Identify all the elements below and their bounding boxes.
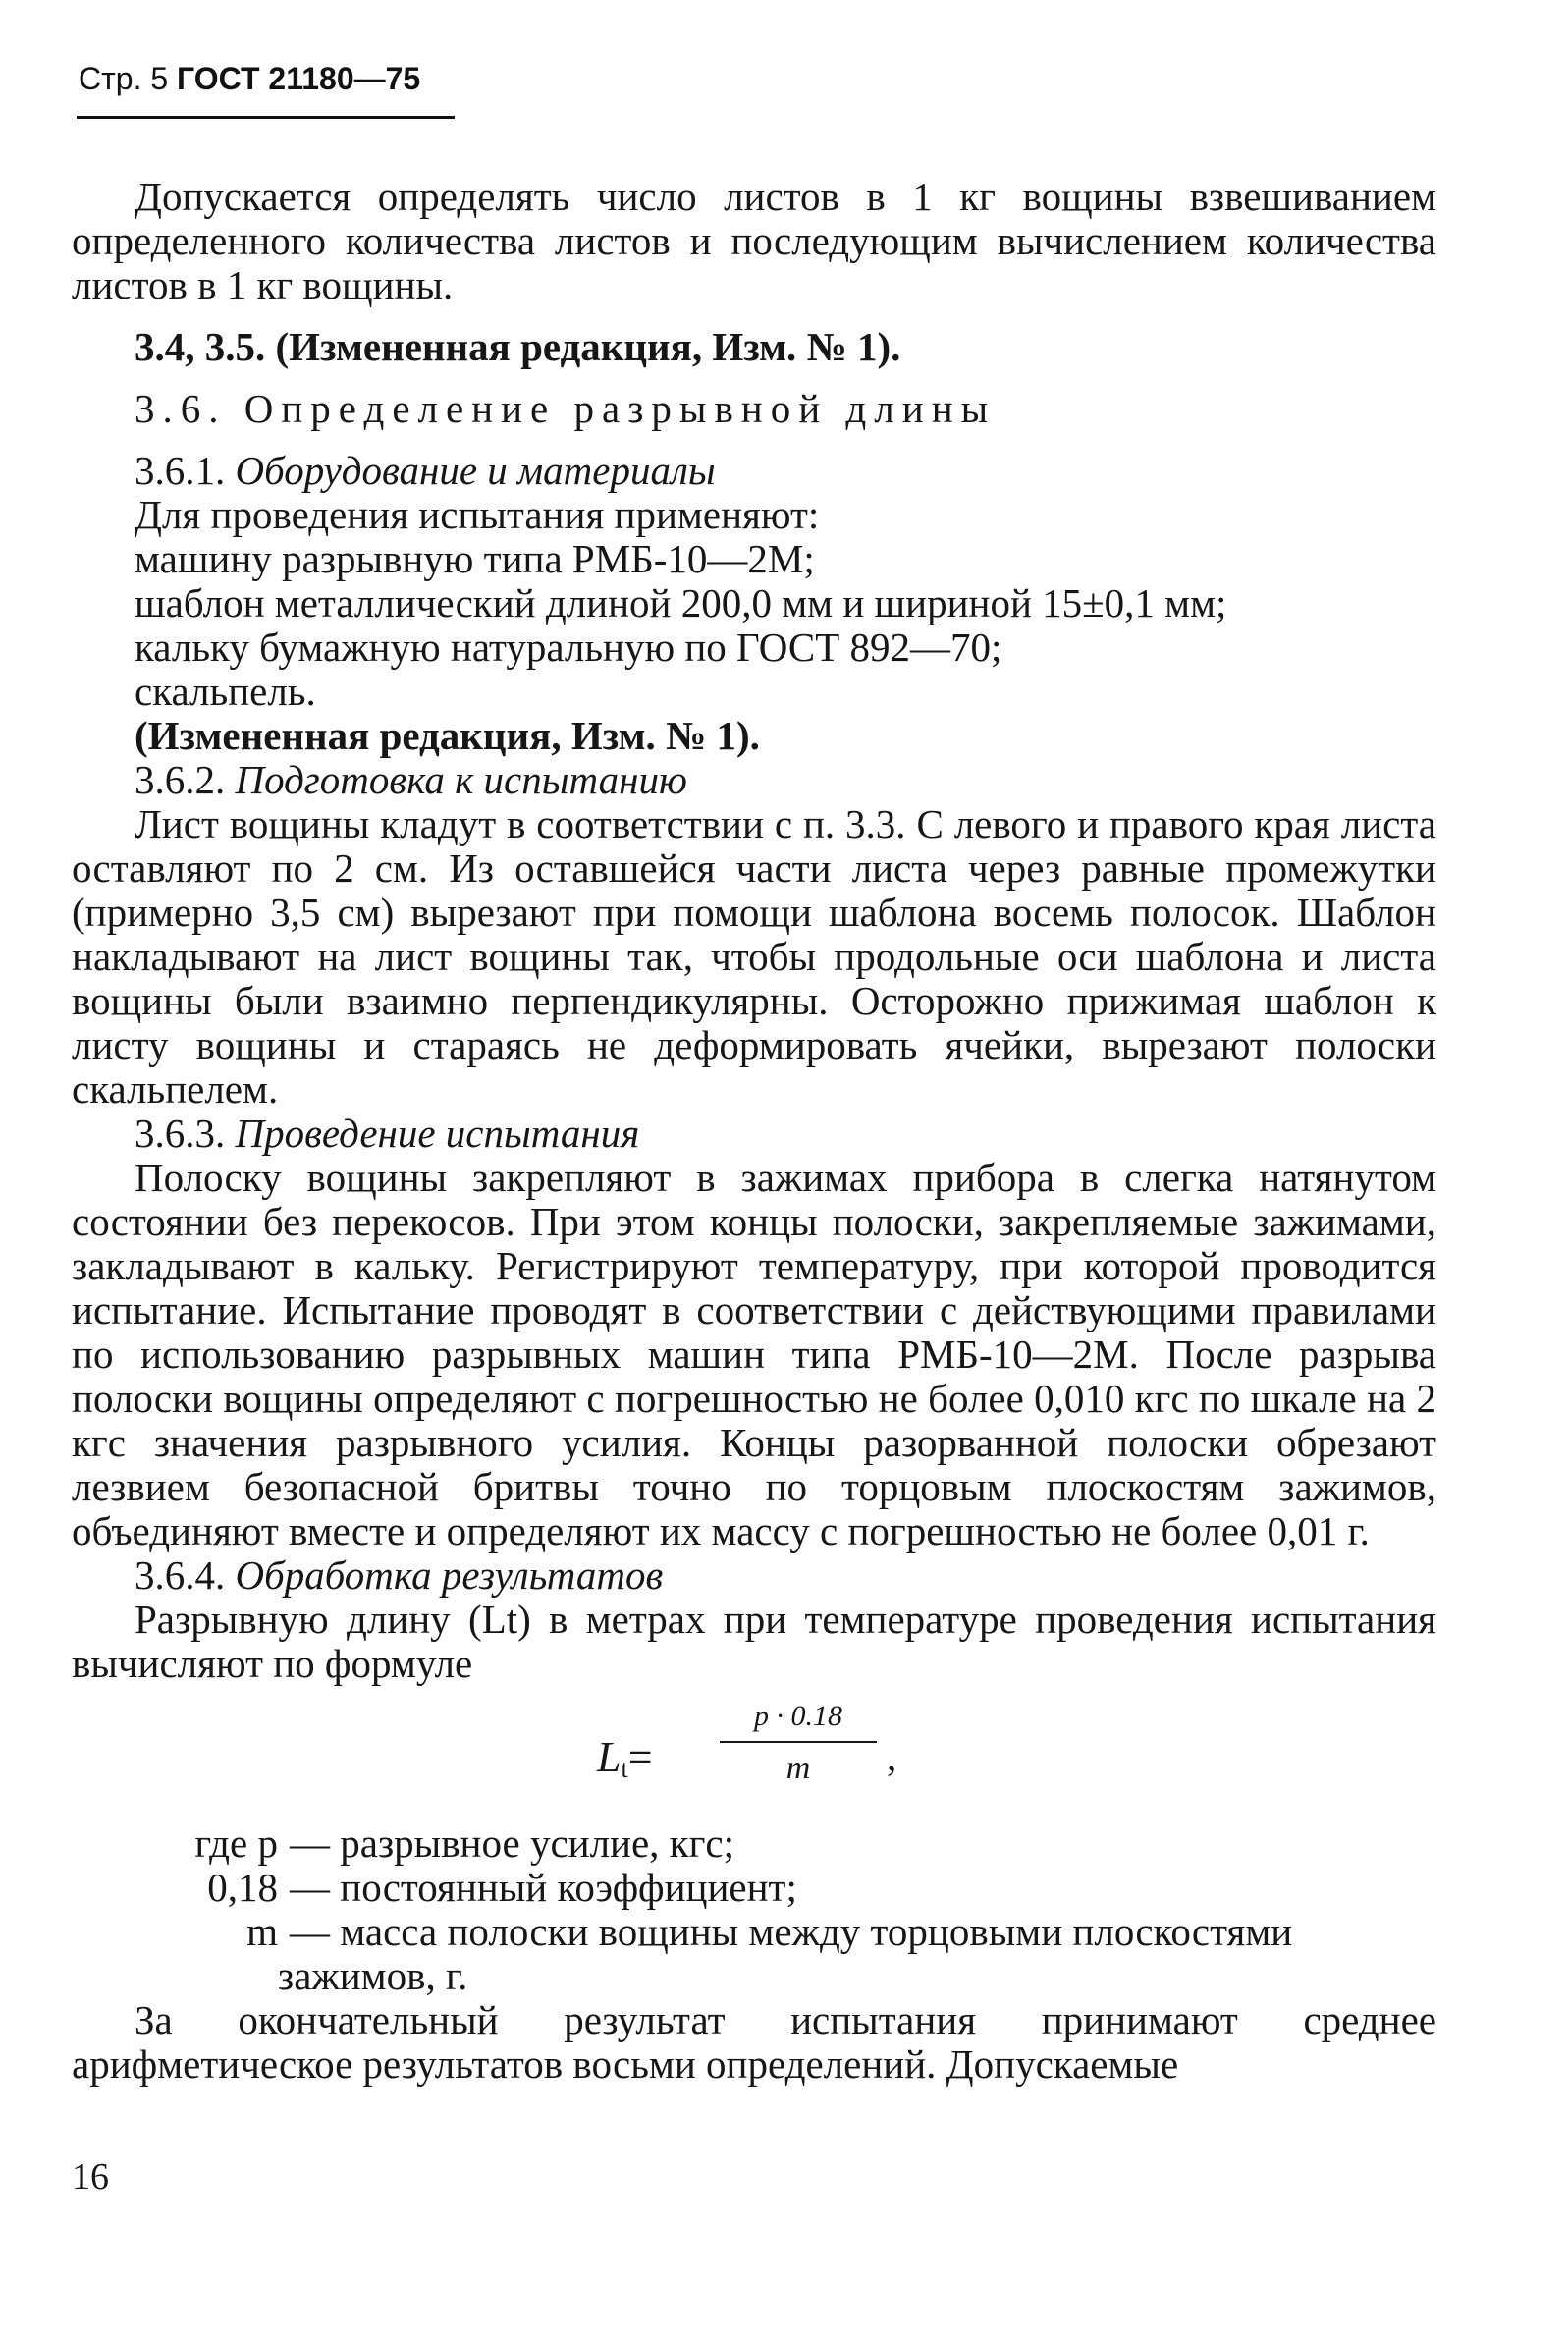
formula-denominator: m [785,1750,811,1786]
edit-note: 3.4, 3.5. (Измененная редакция, Изм. № 1). [135,324,901,369]
subsection-number: 3.6.2. [135,757,226,802]
definition-row [72,1954,1436,1998]
formula-lhs [597,1735,653,1791]
subsection-title: Подготовка к испытанию [235,757,687,802]
paragraph-test: Полоску вощины закрепляют в зажимах прибора в слегка натянутом состоянии без перекосов. При этом концы полоски, закрепляемые зажимами, закладывают в кальку. Регистрируют температуру, при которой проводится испытание. Испытание проводят в соответствии с действующими правилами по использованию разрывных машин типа РМБ-10—2М. После разрыва полоски вощины определяют с погрешностью не более 0,010 кгс по шкале на 2 кгс значения разрывного усилия. Концы разорванной полоски обрезают лезвием безопасной бритвы точно по торцовым плоскостям зажимов, объединяют вместе и определяют их массу с погрешностью не более 0,01 г. [72,1155,1436,1553]
subsection-number: 3.6.1. [135,448,226,493]
subsection-heading [72,449,1436,493]
formula-equals: = [627,1733,653,1781]
definition-desc: — разрывное усилие, кгс; [290,1821,735,1866]
edit-note: (Измененная редакция, Изм. № 1). [135,713,760,758]
subsection-title: Оборудование и материалы [235,448,716,493]
equipment-item: машину разрывную типа РМБ-10—2М; [135,536,815,581]
subsection-heading [72,758,1436,802]
definition-desc: — постоянный коэффициент; [290,1865,797,1910]
document-body [72,175,1436,2087]
formula-comma: , [887,1734,897,1779]
equipment-item: скальпель. [135,669,316,714]
formula-fraction [720,1698,877,1788]
subsection-title: Обработка результатов [235,1552,664,1598]
definition-term: m [246,1909,278,1954]
running-header [79,61,420,96]
formula-symbol: L [597,1733,622,1781]
formula [72,1694,1436,1812]
definition-row [72,1910,1436,1954]
equipment-item: кальку бумажную натуральную по ГОСТ 892—70; [135,625,1002,670]
fraction-bar [720,1741,877,1743]
equipment-intro: Для проведения испытания применяют: [135,492,820,537]
subsection-number: 3.6.4. [135,1552,226,1598]
formula-subscript: t [621,1755,628,1783]
subsection-heading [72,1553,1436,1598]
paragraph-intro: Допускается определять число листов в 1 кг вощины взвешиванием определенного количества листов и последующим вычислением количества листов в 1 кг вощины. [72,174,1436,307]
definition-term: 0,18 [207,1865,278,1910]
paragraph-preparation: Лист вощины кладут в соответствии с п. 3.3. С левого и правого края листа оставляют по 2 см. Из оставшейся части листа через равные промежутки (примерно 3,5 см) вырезают при помощи шаблона восемь полосок. Шаблон накладывают на лист вощины так, чтобы продольные оси шаблона и листа вощины были взаимно перпендикулярны. Осторожно прижимая шаблон к листу вощины и стараясь не деформировать ячейки, вырезают полоски скальпелем. [72,801,1436,1112]
page-number: 16 [72,2156,109,2198]
header-standard: ГОСТ 21180—75 [177,61,421,96]
definition-desc: — масса полоски вощины между торцовыми плоскостями [290,1909,1293,1954]
subsection-title: Проведение испытания [235,1111,640,1156]
definition-row [72,1821,1436,1866]
definitions-list [72,1821,1436,1998]
definition-desc: зажимов, г. [278,1953,468,1998]
section-heading: 3.6. Определение разрывной длины [135,386,997,431]
paragraph-calculation: Разрывную длину (Lt) в метрах при температуре проведения испытания вычисляют по формуле [72,1597,1436,1686]
definition-row [72,1866,1436,1910]
header-page-label: Стр. 5 [79,61,169,96]
definition-term: где p [194,1821,278,1866]
equipment-item: шаблон металлический длиной 200,0 мм и шириной 15±0,1 мм; [135,580,1227,625]
subsection-heading [72,1112,1436,1156]
subsection-number: 3.6.3. [135,1111,226,1156]
paragraph-final: За окончательный результат испытания принимают среднее арифметическое результатов восьми определений. Допускаемые [72,1997,1436,2087]
header-rule [77,116,455,119]
formula-numerator: p · 0.18 [754,1700,842,1732]
